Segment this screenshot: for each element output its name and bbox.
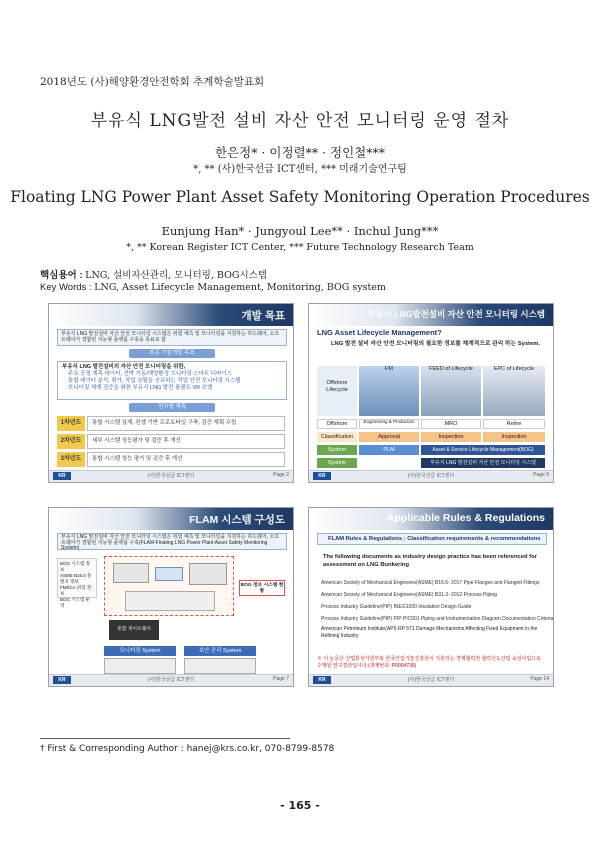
goal-item: 주요 공정 계측 데이터, 선박 거동/해양환경 모니터링 스마트 디바이스 [68, 371, 233, 377]
system-summary: 부유식 LNG 발전설비 자산 안전 모니터링 시스템 [421, 458, 545, 468]
plan-step [57, 434, 285, 449]
slide-footer-text: (사)한국선급 ICT센터 [407, 473, 455, 479]
goal-box [57, 361, 287, 400]
kr-logo: KR [313, 676, 331, 684]
korean-keywords [40, 267, 267, 281]
english-keywords [40, 282, 386, 293]
slide-page-number: Page 7 [273, 676, 289, 682]
rule-item: Process Industry Guideline(PIP) INEG1000 Insulation Design Guide [321, 604, 472, 610]
slide-header [49, 304, 293, 326]
korean-title: 부유식 LNG발전 설비 자산 안전 모니터링 운영 절차 [90, 111, 510, 131]
rule-item: American Society of Mechanical Engineers(ASME) B31.3- 2012 Process Piping [321, 592, 497, 598]
phase-label: EPC of Lifecycle [493, 366, 535, 372]
slide-title: Applicable Rules & Regulations [386, 512, 545, 524]
plan-label: 연차별 계획 [129, 403, 215, 412]
rule-item: Process Industry Guideline(PIP) PIP PIC001 Piping and Instrumentation Diagram Documentation Criteria [321, 616, 554, 622]
slide-footer [49, 470, 293, 482]
korean-keywords-label: 핵심용어 : [40, 270, 83, 281]
phase-feed [421, 366, 481, 416]
plan-step [57, 452, 285, 467]
slide-header [49, 508, 293, 530]
footnote: † First & Corresponding Author : hanej@krs.co.kr, 070-8799-8578 [40, 744, 335, 754]
plan-text: 통합 시스템 성능 평가 및 검증 후 개선 [87, 452, 285, 467]
rule-item: American Petroleum Institute(API) RP 571 Damage Mechanisms Affecting Fixed Equipment in the Refining Industry [321, 626, 538, 639]
english-affiliation: *, ** Korean Register ICT Center, *** Future Technology Research Team [126, 242, 474, 253]
slide-footer [309, 674, 553, 686]
slide-page-number: Page 14 [530, 676, 549, 682]
safety-screen [184, 658, 256, 674]
classification-cell: Inspection [421, 432, 481, 442]
english-title: Floating LNG Power Plant Asset Safety Monitoring Operation Procedures [10, 188, 590, 206]
monitoring-screen [104, 658, 176, 674]
legend-item: BOG 시스템 정보 [60, 561, 90, 572]
slide-footer [49, 674, 293, 686]
korean-authors: 한은정* · 이정렬** · 정인철*** [214, 145, 386, 160]
bog-label: BOG 정보 시스템 현황 [239, 580, 285, 596]
slide-lifecycle-management [308, 303, 554, 483]
phase-epc [483, 366, 545, 416]
process-diagram [104, 556, 234, 616]
slide-title: FLAM 시스템 구성도 [189, 514, 285, 526]
conference-name: 2018년도 (사)해양환경안전학회 추계학술발표회 [40, 76, 265, 88]
lifecycle-sub: LNG 발전 설비 자산 안전 모니터링의 필요한 정보를 체계적으로 관리 하는 System. [331, 341, 540, 347]
rule-item: American Society of Mechanical Engineers(ASME) B16.5- 2017 Pipe Flanges and Flanged Fittings [321, 580, 540, 586]
english-keywords-label: Key Words : [40, 282, 92, 293]
safety-system: 보안 관리 System [184, 646, 256, 656]
legend-item: FMECA 위험 정보 [60, 585, 92, 596]
lifecycle-heading: LNG Asset Lifecycle Management? [317, 328, 442, 337]
acknowledgement: ※ 이 논문은 산업통상자원부와 한국산업기술진흥원이 지원하는 경제협력권 협력선도산업 육성사업으로 수행된 연구결과입니다.(과제번호: P0004736) [317, 656, 541, 669]
rules-lead: The following documents as industry design practice has been referenced for assessment on LNG Bunkering [323, 554, 537, 568]
tank-icon [113, 563, 149, 583]
system-label: System [317, 445, 357, 455]
slide-title: 개발 목표 [241, 310, 285, 322]
goal-label: 최종 기술개발 목표 [129, 349, 215, 358]
kr-logo: KR [53, 472, 71, 480]
left-legend [57, 558, 97, 608]
phase-fm [359, 366, 419, 416]
english-keywords-value: LNG, Asset Lifecycle Management, Monitoring, BOG system [94, 282, 386, 293]
pipe-icon [189, 563, 227, 585]
monitoring-system: 모니터링 System [104, 646, 176, 656]
english-authors: Eunjung Han* · Jungyoul Lee** · Inchul Jung*** [161, 224, 439, 238]
phase-label: FEED of Lifecycle [429, 366, 473, 372]
korean-keywords-value: LNG, 설비자산관리, 모니터링, BOG시스템 [85, 270, 267, 281]
slide-footer-text: (사)한국선급 ICT센터 [147, 473, 195, 479]
slide-footer-text: (사)한국선급 ICT센터 [407, 677, 455, 683]
legend-item: ASME B16.5 플랜지 정보 [60, 573, 92, 584]
lifecycle-label: Offshore Lifecycle [317, 366, 357, 416]
stage-cell: MRO [421, 419, 481, 429]
plan-text: 세부 시스템 성능평가 및 검증 후 개선 [87, 434, 285, 449]
classification-cell: Approval [359, 432, 419, 442]
slide-page-number: Page 2 [273, 472, 289, 478]
slide-footer [309, 470, 553, 482]
slide-title: 부유식 LNG발전설비 자산 안전 모니터링 시스템 [367, 309, 545, 319]
korean-affiliation: *, ** (사)한국선급 ICT센터, *** 미래기술연구팀 [193, 164, 407, 175]
slide-flam-architecture [48, 507, 294, 687]
compressor-icon [155, 567, 183, 581]
goal-item: 통합 데이터 분석, 평가, 작업 상황을 공유하는 작업 안전 모니터링 시스템 [68, 378, 241, 384]
system-bog: Asset & Service Lifecycle Management(BOG) [421, 445, 545, 455]
plan-year: 3차년도 [57, 452, 85, 467]
page-number: - 165 - [280, 799, 320, 812]
classification-label: Classification [317, 432, 357, 442]
classification-cell: Inspection [483, 432, 545, 442]
slide-header [309, 508, 553, 530]
kr-logo: KR [313, 472, 331, 480]
slide-header [309, 304, 553, 326]
plan-year: 1차년도 [57, 416, 85, 431]
goal-item: 모니터링 체계 검증을 위한 부유식 LNG 발전 플랜트 VR 모델 [68, 385, 213, 391]
slide-applicable-rules [308, 507, 554, 687]
legend-item: BOG 시스템 운영 [60, 597, 90, 608]
stage-cell: Retire [483, 419, 545, 429]
system-label: System [317, 458, 357, 468]
phase-label: FM [385, 366, 393, 372]
intro-box: 부유식 LNG 발전설비 자산 안전 모니터링 시스템은 위험 예측 및 모니터링을 지원하는 하드웨어, 소프트웨어가 결합된 지능형 플랫폼 구축(FLAM-Floating LNG Power Plant Asset Safety Monitoring System) [57, 533, 287, 550]
plan-step [57, 416, 285, 431]
flow-icon [125, 591, 215, 611]
rules-heading: FLAM Rules & Regulations : Classification requirements & recommendations [317, 533, 547, 545]
intro-box: 부유식 LNG 발전설비 자산 안전 모니터링 시스템은 위험 예측 및 모니터링을 지원하는 하드웨어, 소프트웨어가 결합된 지능형 플랫폼 구축을 목표로 함 [57, 329, 287, 346]
stage-cell: Engineering & Production [359, 419, 419, 429]
stage-cell: Offshore [317, 419, 357, 429]
system-plm: PLM [359, 445, 419, 455]
slide-footer-text: (사)한국선급 ICT센터 [147, 677, 195, 683]
kr-logo: KR [53, 676, 71, 684]
plan-year: 2차년도 [57, 434, 85, 449]
footnote-divider [40, 738, 290, 739]
slide-development-goals [48, 303, 294, 483]
device-label: 통합 게이트웨이 [109, 620, 159, 640]
goal-lead: 부유식 LNG 발전설비의 자산 안전 모니터링을 위한, [62, 364, 186, 370]
plan-text: 통합 시스템 설계, 컨셉 기반 프로토타입 구축, 검증 계획 수립 [87, 416, 285, 431]
slide-page-number: Page 5 [533, 472, 549, 478]
